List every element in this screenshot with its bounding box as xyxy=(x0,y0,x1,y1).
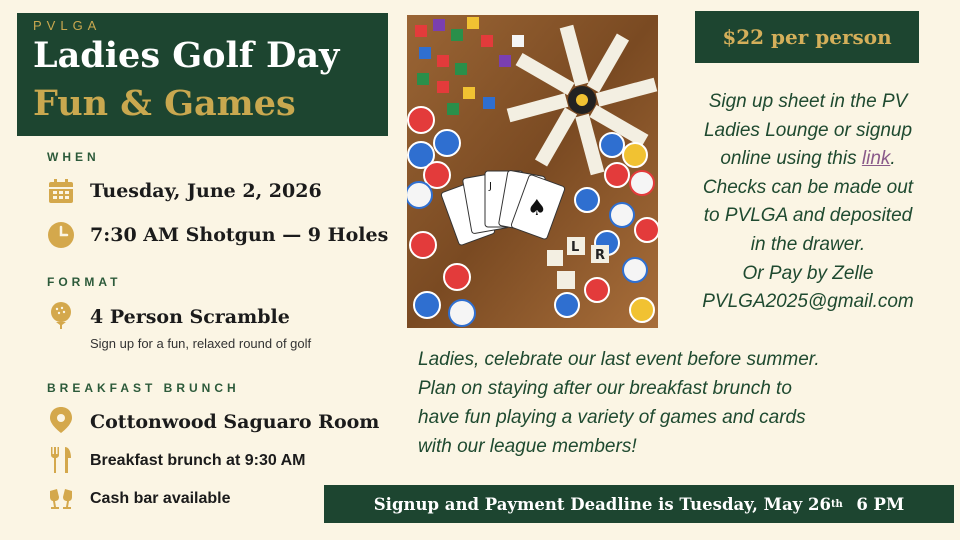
cash-bar-note: Cash bar available xyxy=(90,490,231,507)
title-banner xyxy=(17,13,388,136)
event-line: have fun playing a variety of games and cards xyxy=(418,407,806,428)
signup-line xyxy=(668,145,948,174)
event-description xyxy=(418,345,918,461)
champagne-glasses-icon xyxy=(47,485,75,513)
deadline-text: Signup and Payment Deadline is Tuesday, May 26 xyxy=(373,494,831,514)
signup-line: to PVLGA and deposited xyxy=(703,205,913,227)
map-pin-icon xyxy=(47,406,75,434)
signup-line: Ladies Lounge or signup xyxy=(703,119,913,141)
calendar-icon xyxy=(47,177,75,205)
page-title: Ladies Golf Day xyxy=(33,35,340,76)
section-when-label: WHEN xyxy=(47,150,100,164)
deadline-time: 6 PM xyxy=(844,494,905,514)
signup-line: Sign up sheet in the PV xyxy=(708,91,908,112)
deadline-banner xyxy=(324,485,954,523)
page-subtitle: Fun & Games xyxy=(33,83,296,124)
signup-line: in the drawer. xyxy=(750,233,866,255)
signup-line-text: . xyxy=(890,148,896,170)
section-format-label: FORMAT xyxy=(47,275,122,289)
deadline-ordinal: th xyxy=(830,498,843,510)
event-time: 7:30 AM Shotgun — 9 Holes xyxy=(90,224,389,246)
event-line: with our league members! xyxy=(418,436,637,457)
clock-icon xyxy=(47,221,75,249)
svg-text:R: R xyxy=(595,248,606,263)
brunch-location: Cottonwood Saguaro Room xyxy=(90,411,380,433)
fork-knife-icon xyxy=(47,446,75,474)
price-badge: $22 per person xyxy=(695,11,919,63)
golf-ball-tee-icon xyxy=(47,301,75,329)
signup-link[interactable]: link xyxy=(861,148,891,170)
svg-text:♠: ♠ xyxy=(527,196,547,221)
signup-line: Checks can be made out xyxy=(702,176,914,198)
games-photo xyxy=(407,15,658,328)
signup-line: Or Pay by Zelle xyxy=(742,262,874,284)
event-line: Ladies, celebrate our last event before summer. xyxy=(418,349,820,370)
event-line: Plan on staying after our breakfast brunch to xyxy=(418,378,792,399)
org-label: PVLGA xyxy=(33,18,102,33)
svg-text:L: L xyxy=(571,240,580,255)
format-subtitle: Sign up for a fun, relaxed round of golf xyxy=(90,336,312,351)
signup-info xyxy=(668,88,948,317)
section-breakfast-label: BREAKFAST BRUNCH xyxy=(47,381,240,395)
zelle-email: PVLGA2025@gmail.com xyxy=(702,291,914,313)
format-title: 4 Person Scramble xyxy=(90,306,290,328)
signup-line-text: online using this xyxy=(720,148,862,170)
svg-text:J: J xyxy=(489,181,492,192)
brunch-time: Breakfast brunch at 9:30 AM xyxy=(90,452,306,469)
event-date: Tuesday, June 2, 2026 xyxy=(90,180,322,202)
